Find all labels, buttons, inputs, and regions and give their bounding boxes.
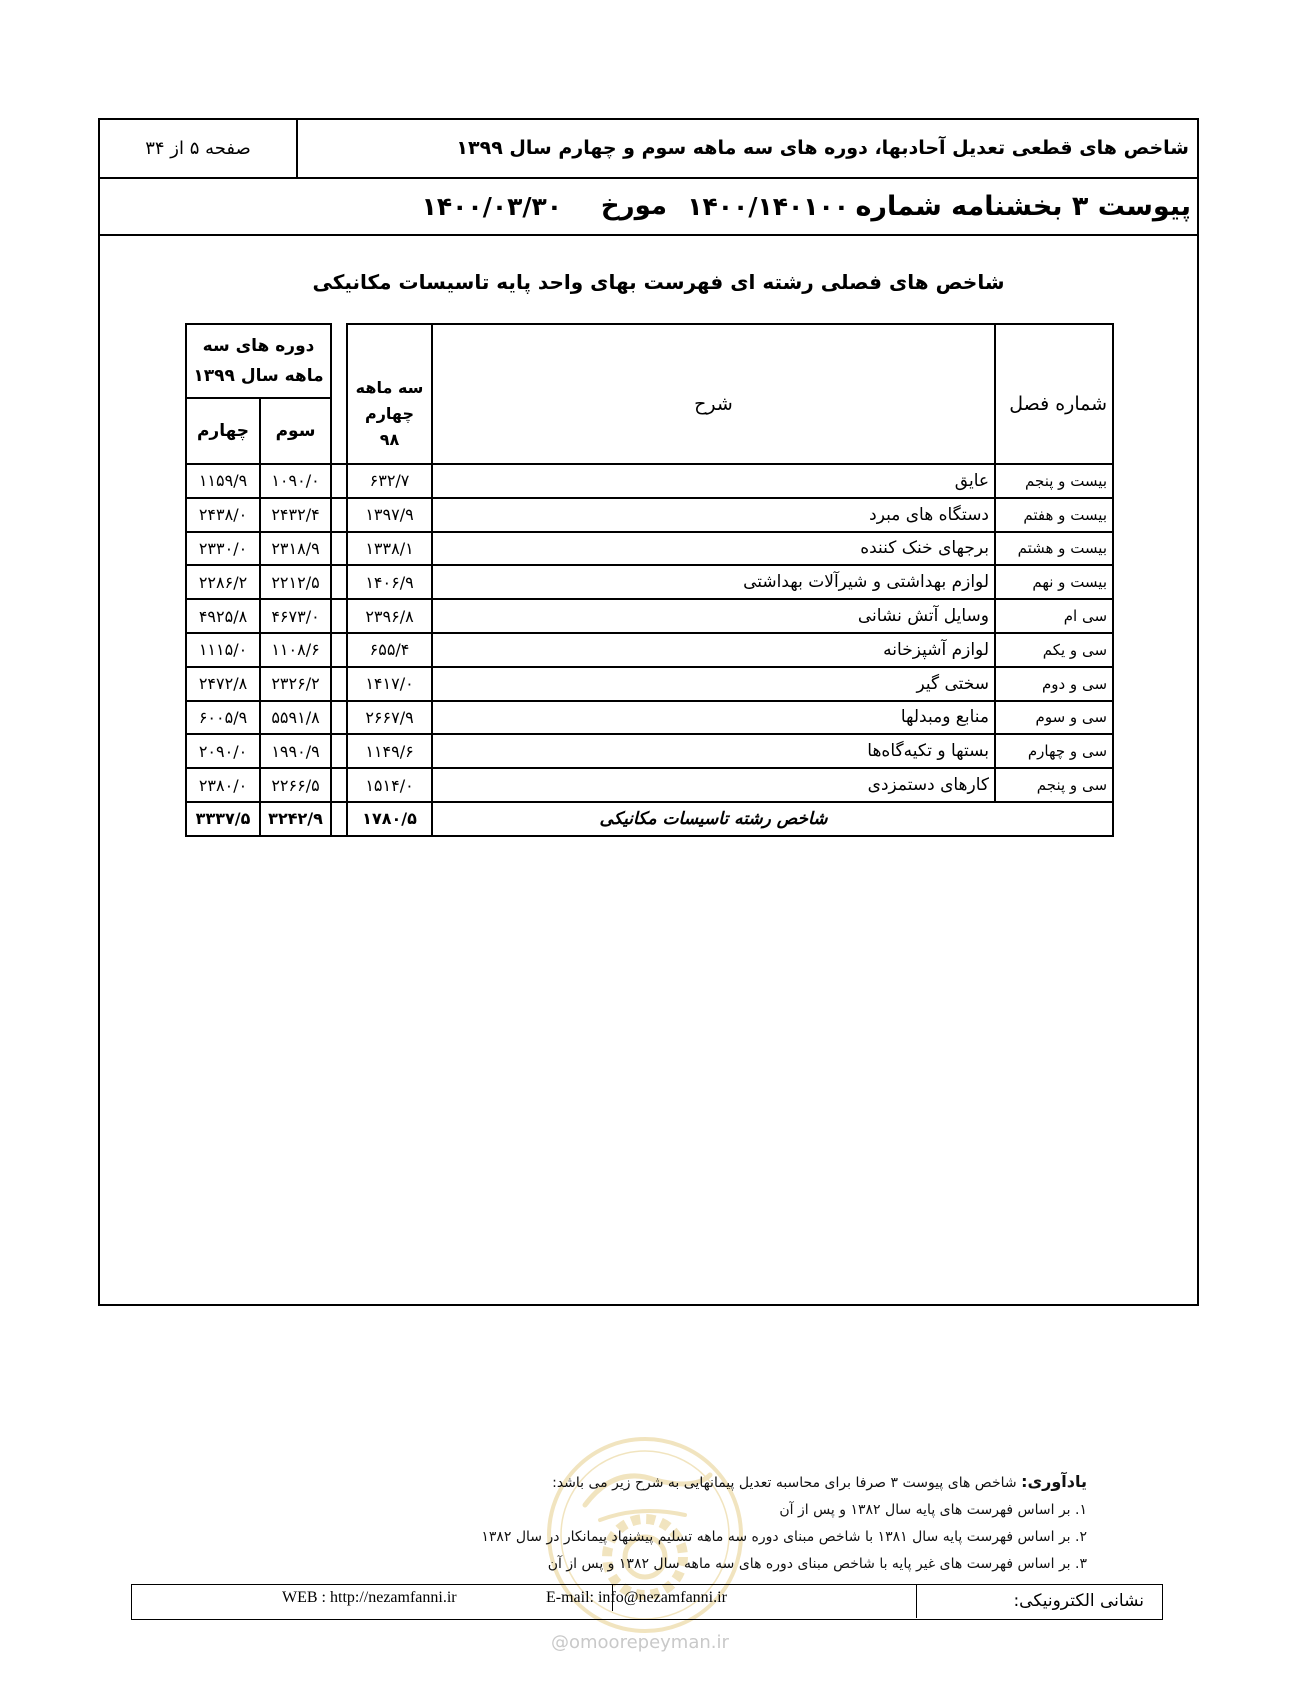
subtitle-text: شاخص های فصلی رشته ای فهرست بهای واحد پایه تاسیسات مکانیکی: [312, 270, 1005, 294]
q4-98-cell: ۶۳۲/۷: [347, 464, 432, 498]
header-chapter: شماره فصل: [995, 324, 1113, 464]
contact-label: نشانی الکترونیکی:: [916, 1585, 1162, 1618]
q4-cell: ۲۳۸۰/۰: [186, 768, 260, 802]
total-q4-98-cell: ۱۷۸۰/۵: [347, 802, 432, 836]
reminder-intro: شاخص های پیوست ۳ صرفا برای محاسبه تعدیل پیمانهایی به شرح زیر می باشد:: [552, 1475, 1017, 1491]
description-cell: وسایل آتش نشانی: [432, 599, 995, 633]
circular-number: ۱۴۰۰/۱۴۰۱۰۰: [687, 192, 849, 221]
reminder-intro-line: [481, 1468, 1087, 1497]
table-row: [186, 532, 1113, 566]
contact-separator: [612, 1585, 613, 1611]
table-row: [186, 734, 1113, 768]
chapter-cell: سی و دوم: [995, 667, 1113, 701]
total-description-cell: شاخص رشته تاسیسات مکانیکی: [432, 802, 995, 836]
website-link[interactable]: WEB : http://nezamfanni.ir: [282, 1589, 457, 1606]
table-row: [186, 498, 1113, 532]
gap-cell: [331, 498, 347, 532]
table-row: [186, 701, 1113, 735]
q3-cell: ۲۲۱۲/۵: [260, 565, 331, 599]
watermark-site: @omoorepeyman.ir: [551, 1632, 729, 1653]
q4-98-cell: ۱۱۴۹/۶: [347, 734, 432, 768]
table-row: [186, 667, 1113, 701]
chapter-cell: سی و سوم: [995, 701, 1113, 735]
chapter-cell: [995, 802, 1113, 836]
description-cell: برجهای خنک کننده: [432, 532, 995, 566]
index-table: [185, 323, 1114, 837]
q4-98-cell: ۲۳۹۶/۸: [347, 599, 432, 633]
chapter-cell: سی و چهارم: [995, 734, 1113, 768]
header-row-title: [100, 120, 1197, 179]
header-description: شرح: [432, 324, 995, 464]
table-row: [186, 565, 1113, 599]
gap-cell: [331, 599, 347, 633]
header-q4-98-text: سه ماهه چهارم ۹۸: [355, 378, 424, 449]
total-row: [186, 802, 1113, 836]
q4-cell: ۶۰۰۵/۹: [186, 701, 260, 735]
header-group-text: دوره های سه ماهه سال ۱۳۹۹: [193, 336, 324, 386]
chapter-cell: سی و یکم: [995, 633, 1113, 667]
q3-cell: ۲۴۳۲/۴: [260, 498, 331, 532]
q4-cell: ۲۴۳۸/۰: [186, 498, 260, 532]
q4-cell: ۱۱۱۵/۰: [186, 633, 260, 667]
header-group-1399: [186, 324, 331, 398]
description-cell: عایق: [432, 464, 995, 498]
q4-98-cell: ۱۵۱۴/۰: [347, 768, 432, 802]
chapter-cell: سی و پنجم: [995, 768, 1113, 802]
table-row: [186, 768, 1113, 802]
q3-cell: ۲۲۶۶/۵: [260, 768, 331, 802]
q3-cell: ۴۶۷۳/۰: [260, 599, 331, 633]
header-q4: چهارم: [186, 398, 260, 464]
chapter-cell: سی ام: [995, 599, 1113, 633]
annex-label: پیوست ۳ بخشنامه شماره: [855, 191, 1191, 222]
table-body: [186, 464, 1113, 836]
chapter-cell: بیست و نهم: [995, 565, 1113, 599]
q4-98-cell: ۱۴۰۶/۹: [347, 565, 432, 599]
chapter-cell: بیست و هفتم: [995, 498, 1113, 532]
document-title: شاخص های قطعی تعدیل آحادبها، دوره های سه ماهه سوم و چهارم سال ۱۳۹۹: [456, 137, 1189, 159]
circular-date: ۱۴۰۰/۰۳/۳۰: [421, 192, 562, 221]
header-gap: [331, 324, 347, 464]
contact-box: [131, 1584, 1163, 1620]
q3-cell: ۲۳۱۸/۹: [260, 532, 331, 566]
gap-cell: [331, 667, 347, 701]
header-row-circular: [100, 179, 1197, 236]
q3-cell: ۱۹۹۰/۹: [260, 734, 331, 768]
description-cell: کارهای دستمزدی: [432, 768, 995, 802]
gap-cell: [331, 464, 347, 498]
header-q4-98: [347, 324, 432, 464]
gap-cell: [331, 565, 347, 599]
q3-cell: ۱۱۰۸/۶: [260, 633, 331, 667]
dated-label: مورخ: [600, 191, 667, 221]
description-cell: بستها و تکیه‌گاه‌ها: [432, 734, 995, 768]
header-q3: سوم: [260, 398, 331, 464]
description-cell: لوازم آشپزخانه: [432, 633, 995, 667]
description-cell: لوازم بهداشتی و شیرآلات بهداشتی: [432, 565, 995, 599]
table-subtitle: [100, 270, 1197, 294]
gap-cell: [331, 701, 347, 735]
chapter-cell: بیست و پنجم: [995, 464, 1113, 498]
q4-98-cell: ۱۴۱۷/۰: [347, 667, 432, 701]
reminder-item: ۳. بر اساس فهرست های غیر پایه با شاخص مبنای دوره های سه ماهه سال ۱۳۸۲ و پس از آن: [547, 1556, 1087, 1572]
q4-cell: ۱۱۵۹/۹: [186, 464, 260, 498]
reminder-item: ۲. بر اساس فهرست پایه سال ۱۳۸۱ با شاخص مبنای دوره سه ماهه تسلیم پیشنهاد پیمانکار در سال ۱۳۸۲: [481, 1529, 1087, 1545]
q3-cell: ۵۵۹۱/۸: [260, 701, 331, 735]
description-cell: دستگاه های مبرد: [432, 498, 995, 532]
q3-cell: ۱۰۹۰/۰: [260, 464, 331, 498]
q4-cell: ۲۴۷۲/۸: [186, 667, 260, 701]
reminder-notes: [481, 1468, 1087, 1578]
q4-98-cell: ۲۶۶۷/۹: [347, 701, 432, 735]
gap-cell: [331, 768, 347, 802]
gap-cell: [331, 802, 347, 836]
email-link[interactable]: E-mail: info@nezamfanni.ir: [546, 1589, 727, 1606]
total-q4-cell: ۳۳۳۷/۵: [186, 802, 260, 836]
q4-cell: ۲۲۸۶/۲: [186, 565, 260, 599]
description-cell: سختی گیر: [432, 667, 995, 701]
page-number: صفحه ۵ از ۳۴: [100, 120, 298, 177]
q4-98-cell: ۱۳۹۷/۹: [347, 498, 432, 532]
description-cell: منابع ومبدلها: [432, 701, 995, 735]
q4-cell: ۲۳۳۰/۰: [186, 532, 260, 566]
q3-cell: ۲۳۲۶/۲: [260, 667, 331, 701]
q4-98-cell: ۶۵۵/۴: [347, 633, 432, 667]
reminder-item: ۱. بر اساس فهرست های پایه سال ۱۳۸۲ و پس از آن: [779, 1502, 1087, 1518]
q4-cell: ۴۹۲۵/۸: [186, 599, 260, 633]
table-row: [186, 599, 1113, 633]
table-row: [186, 633, 1113, 667]
q4-98-cell: ۱۳۳۸/۱: [347, 532, 432, 566]
gap-cell: [331, 734, 347, 768]
table-row: [186, 464, 1113, 498]
chapter-cell: بیست و هشتم: [995, 532, 1113, 566]
total-q3-cell: ۳۲۴۲/۹: [260, 802, 331, 836]
q4-cell: ۲۰۹۰/۰: [186, 734, 260, 768]
reminder-label: یادآوری:: [1021, 1472, 1087, 1491]
gap-cell: [331, 633, 347, 667]
gap-cell: [331, 532, 347, 566]
